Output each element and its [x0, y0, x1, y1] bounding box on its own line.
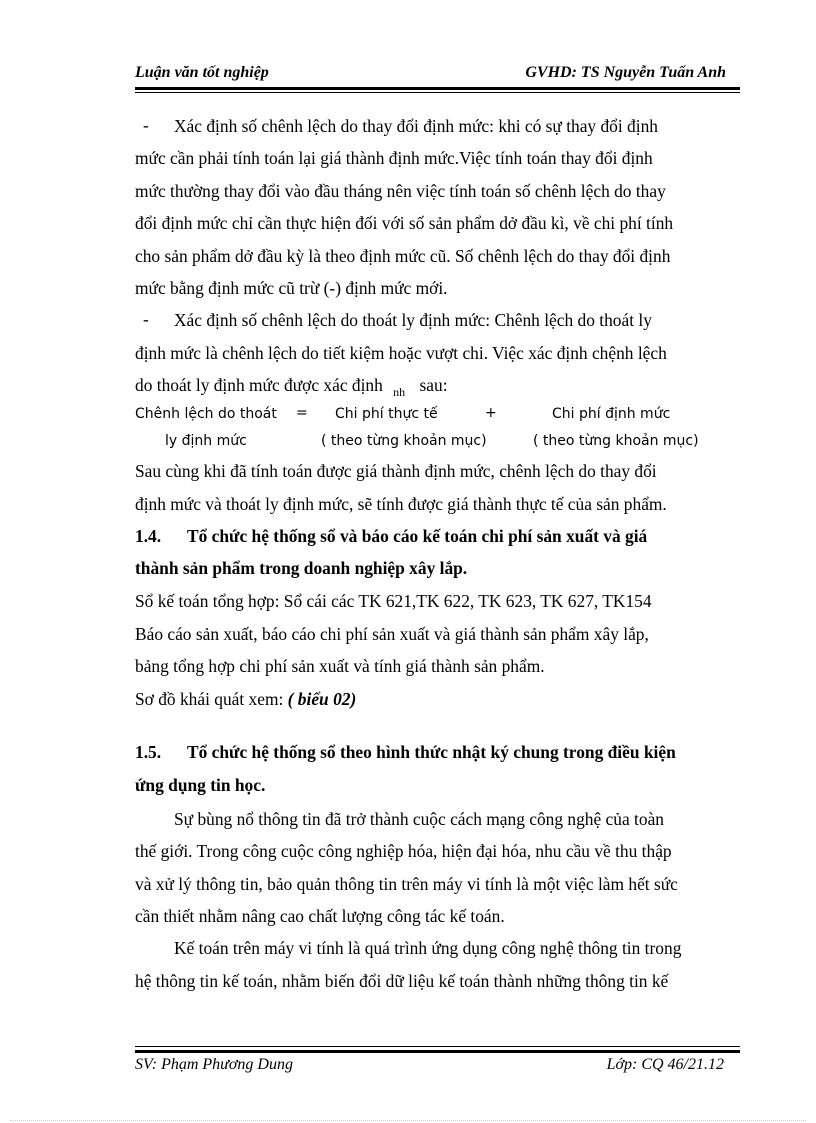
- p5-line: [135, 688, 356, 710]
- page-footer: [135, 1056, 740, 1078]
- p6-line-2: thế giới. Trong công cuộc công nghiệp hóa, hiện đại hóa, nhu cầu về thu thập: [135, 841, 672, 861]
- p6-line-1: Sự bùng nổ thông tin đã trở thành cuộc cách mạng công nghệ của toàn: [174, 809, 664, 829]
- p1-line-5: cho sản phẩm dở đầu kỳ là theo định mức cũ. Số chênh lệch do thay đổi định: [135, 246, 671, 266]
- p2-line-1: Xác định số chênh lệch do thoát ly định mức: Chênh lệch do thoát ly: [174, 310, 652, 330]
- section-title-line-1: Tổ chức hệ thống sổ theo hình thức nhật ký chung trong điều kiện: [187, 742, 676, 762]
- p2-line-2: định mức là chênh lệch do tiết kiệm hoặc vượt chi. Việc xác định chệnh lệch: [135, 343, 667, 363]
- p7-line-2: hệ thông tin kế toán, nhằm biến đổi dữ liệu kế toán thành những thông tin kế: [135, 971, 669, 991]
- formula-lhs-line-2: ly định mức: [165, 433, 247, 449]
- p4-line-2: Báo cáo sản xuất, báo cáo chi phí sản xuất và giá thành sản phẩm xây lắp,: [135, 624, 649, 644]
- p6-line-3: và xử lý thông tin, bảo quản thông tin trên máy vi tính là một việc làm hết sức: [135, 874, 678, 894]
- footer-student: SV: Phạm Phương Dung: [135, 1056, 293, 1073]
- formula-term2-line-2: ( theo từng khoản mục): [533, 433, 699, 449]
- p4-line-1: Sổ kế toán tổng hợp: Sổ cái các TK 621,TK 622, TK 623, TK 627, TK154: [135, 591, 652, 611]
- formula-plus: +: [485, 405, 497, 421]
- diagram-reference-label: Sơ đồ khái quát xem:: [135, 689, 284, 709]
- section-title-line-2: thành sản phẩm trong doanh nghiệp xây lắp.: [135, 558, 468, 578]
- header-thesis-title: Luận văn tốt nghiệp: [135, 64, 269, 81]
- diagram-reference: ( biểu 02): [287, 689, 357, 709]
- section-title-line-2: ứng dụng tin học.: [135, 775, 266, 795]
- formula-term2-line-1: Chi phí định mức: [552, 406, 671, 422]
- p7-line-1: Kế toán trên máy vi tính là quá trình ứng dụng công nghệ thông tin trong: [174, 938, 682, 958]
- page-bottom-dotted-line: [10, 1120, 806, 1121]
- header-rule-thin: [135, 92, 740, 93]
- p3-line-2: định mức và thoát ly định mức, sẽ tính được giá thành thực tế của sản phẩm.: [135, 494, 667, 514]
- p2-line-3-text: do thoát ly định mức được xác định: [135, 375, 383, 395]
- header-advisor: GVHD: TS Nguyễn Tuấn Anh: [525, 64, 726, 81]
- formula-equals: =: [296, 405, 308, 421]
- p2-line-3-tail: sau:: [419, 375, 448, 395]
- bullet-dash: -: [143, 115, 149, 135]
- p1-line-2: mức cần phải tính toán lại giá thành định mức.Việc tính toán thay đổi định: [135, 148, 653, 168]
- section-number: 1.5.: [135, 742, 162, 762]
- formula-lhs-line-1: Chênh lệch do thoát: [135, 406, 277, 422]
- header-rule-thick: [135, 87, 740, 90]
- p2-line-3-subscript: nh: [393, 385, 406, 399]
- section-number: 1.4.: [135, 526, 162, 546]
- p4-line-3: bảng tổng hợp chi phí sản xuất và tính giá thành sản phẩm.: [135, 656, 545, 676]
- p6-line-4: cần thiết nhằm nâng cao chất lượng công tác kế toán.: [135, 906, 505, 926]
- p1-line-3: mức thường thay đổi vào đầu tháng nên việc tính toán số chênh lệch do thay: [135, 181, 666, 201]
- section-heading-1-5: [135, 742, 676, 763]
- section-heading-1-4: [135, 526, 647, 547]
- footer-class: Lớp: CQ 46/21.12: [606, 1056, 724, 1073]
- formula-term1-line-1: Chi phí thực tế: [335, 406, 438, 422]
- footer-rule-thin: [135, 1046, 740, 1047]
- p1-line-1: Xác định số chênh lệch do thay đổi định mức: khi có sự thay đổi định: [174, 116, 658, 136]
- footer-rule-thick: [135, 1050, 740, 1053]
- page-header: [135, 64, 740, 88]
- p3-line-1: Sau cùng khi đã tính toán được giá thành định mức, chênh lệch do thay đổi: [135, 461, 657, 481]
- p1-line-6: mức bằng định mức cũ trừ (-) định mức mới.: [135, 278, 448, 298]
- section-title-line-1: Tổ chức hệ thống sổ và báo cáo kế toán chi phí sản xuất và giá: [187, 526, 648, 546]
- formula-term1-line-2: ( theo từng khoản mục): [321, 433, 487, 449]
- p2-line-3: [135, 374, 448, 398]
- bullet-dash: -: [143, 309, 149, 329]
- p1-line-4: đổi định mức chỉ cần thực hiện đối với số sản phẩm dở đầu kì, về chi phí tính: [135, 213, 674, 233]
